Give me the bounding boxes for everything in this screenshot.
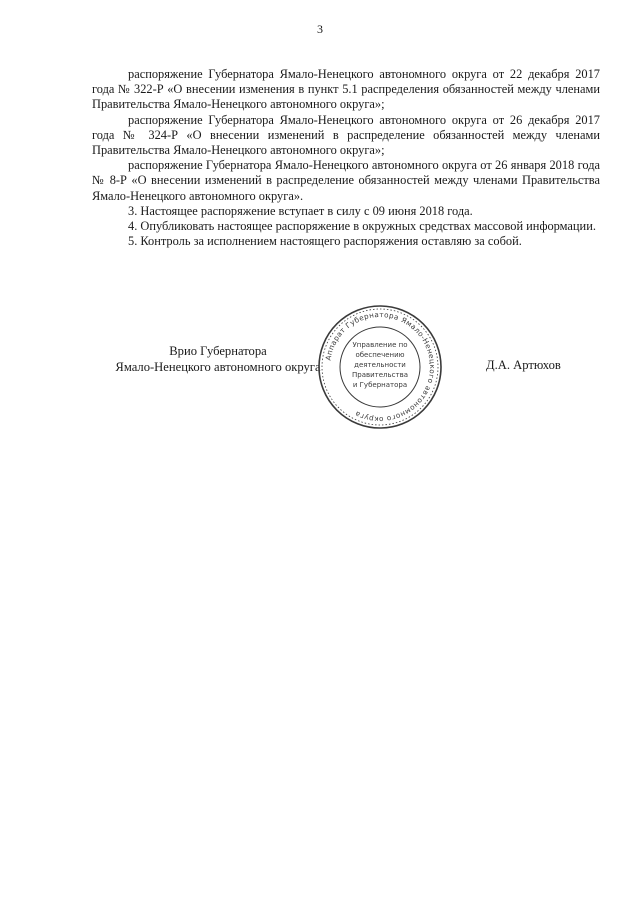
seal-center-line: и Губернатора <box>352 381 408 389</box>
paragraph: 4. Опубликовать настоящее распоряжение в окружных средствах массовой информации. <box>128 219 596 234</box>
signatory-title-line: Врио Губернатора <box>169 344 267 358</box>
signatory-title-line: Ямало-Ненецкого автономного округа <box>115 360 321 374</box>
seal-center-line: обеспечению <box>355 351 405 359</box>
seal-center-line: деятельности <box>354 361 406 369</box>
signatory-name: Д.А. Артюхов <box>486 358 561 372</box>
seal-outer-text-path: Аппарат Губернатора Ямало-Ненецкого автономного округа <box>323 309 438 425</box>
paragraph: 5. Контроль за исполнением настоящего распоряжения оставляю за собой. <box>128 234 522 249</box>
seal-center-line: Управление по <box>352 341 408 349</box>
paragraph: распоряжение Губернатора Ямало-Ненецкого автономного округа от 22 декабря 2017 года № 322-Р «О внесении изменения в пункт 5.1 распределения обязанностей между членами Правительства Ямало-Ненецкого автономного округа»; <box>92 67 600 112</box>
official-seal <box>316 303 444 431</box>
signatory-title <box>98 343 338 375</box>
seal-graphic <box>316 303 444 431</box>
seal-center-line: Правительства <box>352 371 408 379</box>
paragraph: распоряжение Губернатора Ямало-Ненецкого автономного округа от 26 января 2018 года № 8-Р «О внесении изменений в распределение обязанностей между членами Правительства Ямало-Ненецкого автономного округа». <box>92 158 600 203</box>
paragraph: 3. Настоящее распоряжение вступает в силу с 09 июня 2018 года. <box>128 203 473 218</box>
seal-center-text <box>352 341 408 389</box>
page-number: 3 <box>317 22 323 36</box>
paragraph: распоряжение Губернатора Ямало-Ненецкого автономного округа от 26 декабря 2017 года № 324-Р «О внесении изменений в распределение обязанностей между членами Правительства Ямало-Ненецкого автономного округа»; <box>92 112 600 158</box>
